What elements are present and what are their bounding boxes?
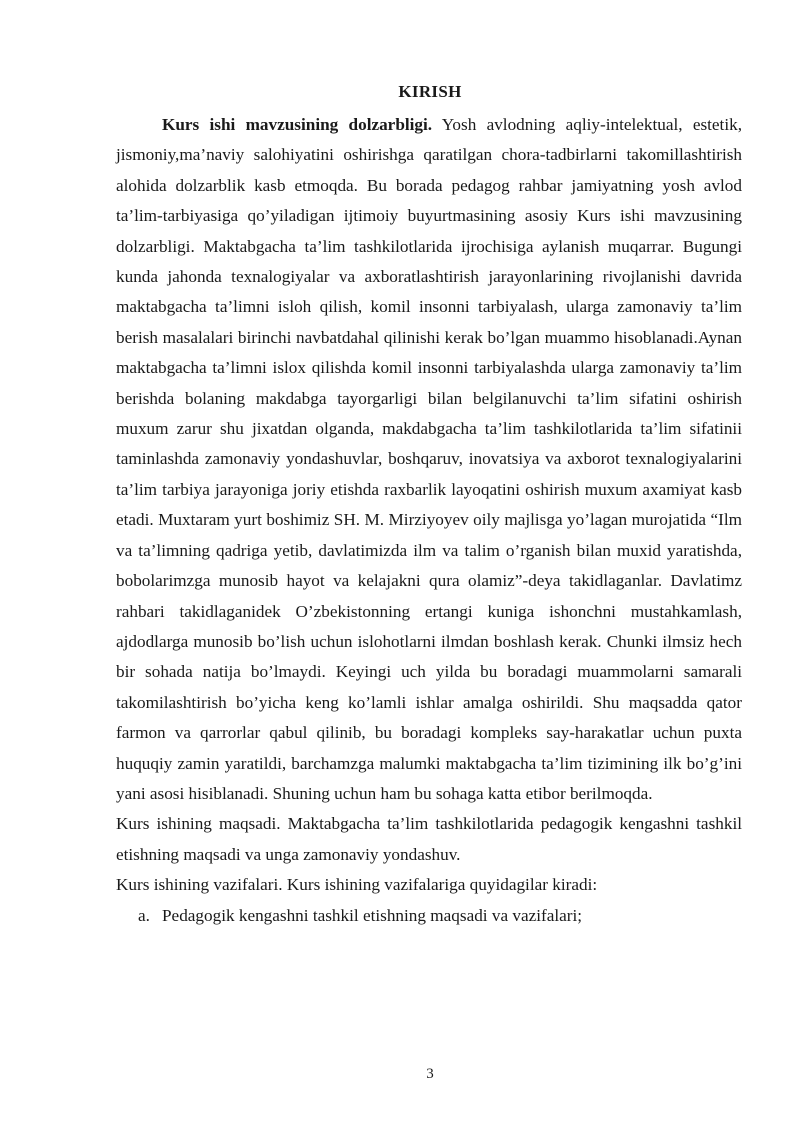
tasks-paragraph: Kurs ishining vazifalari. Kurs ishining vazifalariga quyidagilar kiradi:	[116, 875, 598, 895]
relevance-lead: Kurs ishi mavzusining dolzarbligi.	[162, 115, 433, 134]
relevance-paragraph	[116, 110, 742, 809]
goal-paragraph: Kurs ishining maqsadi. Maktabgacha ta’lim tashkilotlarida pedagogik kengashni tashkil etishning maqsadi va unga zamonaviy yondashuv.	[116, 814, 742, 864]
relevance-text: Yosh avlodning aqliy-intelektual, estetik, jismoniy,ma’naviy salohiyatini oshirishga qaratilgan chora-tadbirlarni takomillashtirish alohida dolzarblik kasb etmoqda. Bu borada pedagog rahbar jamiyatning yosh avlod ta’lim-tarbiyasiga qo’yiladigan ijtimoiy buyurtmasining asosiy Kurs ishi mavzusining dolzarbligi. Maktabgacha ta’lim tashkilotlarida ijrochisiga aylanish muqarrar. Bugungi kunda jahonda texnalogiyalar va axboratlashtirish jarayonlarining rivojlanishi davrida maktabgacha ta’limni isloh qilish, komil insonni tarbiyalash, ularga zamonaviy ta’lim berish masalalari birinchi navbatdahal qilinishi kerak bo’lgan muammo hisoblanadi.Aynan maktabgacha ta’limni islox qilishda komil insonni tarbiyalashda ularga zamonaviy ta’lim berishda bolaning makdabga tayorgarligi bilan belgilanuvchi ta’lim sifatini oshirish muxum zarur shu jixatdan olganda, makdabgacha ta’lim tashkilotlarida ta’lim sifatinii taminlashda zamonaviy yondashuvlar, boshqaruv, inovatsiya va axborot texnalogiyalarini ta’lim tarbiya jarayoniga joriy etishda raxbarlik layoqatini oshirish muxum axamiyat kasb etadi. Muxtaram yurt boshimiz SH. M. Mirziyoyev oily majlisga yo’lagan murojatida “Ilm va ta’limning qadriga yetib, davlatimizda ilm va talim o’rganish bilan muxid yaratishda, bobolarimzga munosib hayot va kelajakni qura olamiz”-deya takidlaganlar. Davlatimz rahbari takidlaganidek O’zbekistonning ertangi kuniga ishonchni mustahkamlash, ajdodlarga munosib bo’lish uchun islohotlarni ilmdan boshlash kerak. Chunki ilmsiz hech bir sohada natija bo’lmaydi. Keyingi uch yilda bu boradagi muammolarni samarali takomilashtirish bo’yicha keng ko’lamli ishlar amalga oshirildi. Shu maqsadda qator farmon va qarrorlar qabul qilinib, bu boradagi kompleks say-harakatlar uchun puxta huquqiy zamin yaratildi, barchamzga malumki maktabgacha ta’lim tizimining ilk bo’g’ini yani asosi hisiblanadi. Shuning uchun ham bu sohaga katta etibor berilmoqda.	[116, 115, 742, 803]
list-item-text: Pedagogik kengashni tashkil etishning maqsadi va vazifalari;	[162, 905, 583, 925]
list-item-marker: a.	[138, 905, 150, 925]
body-text	[116, 110, 742, 931]
page-heading: KIRISH	[398, 82, 462, 101]
list-item	[116, 901, 742, 931]
page-number: 3	[426, 1066, 434, 1082]
